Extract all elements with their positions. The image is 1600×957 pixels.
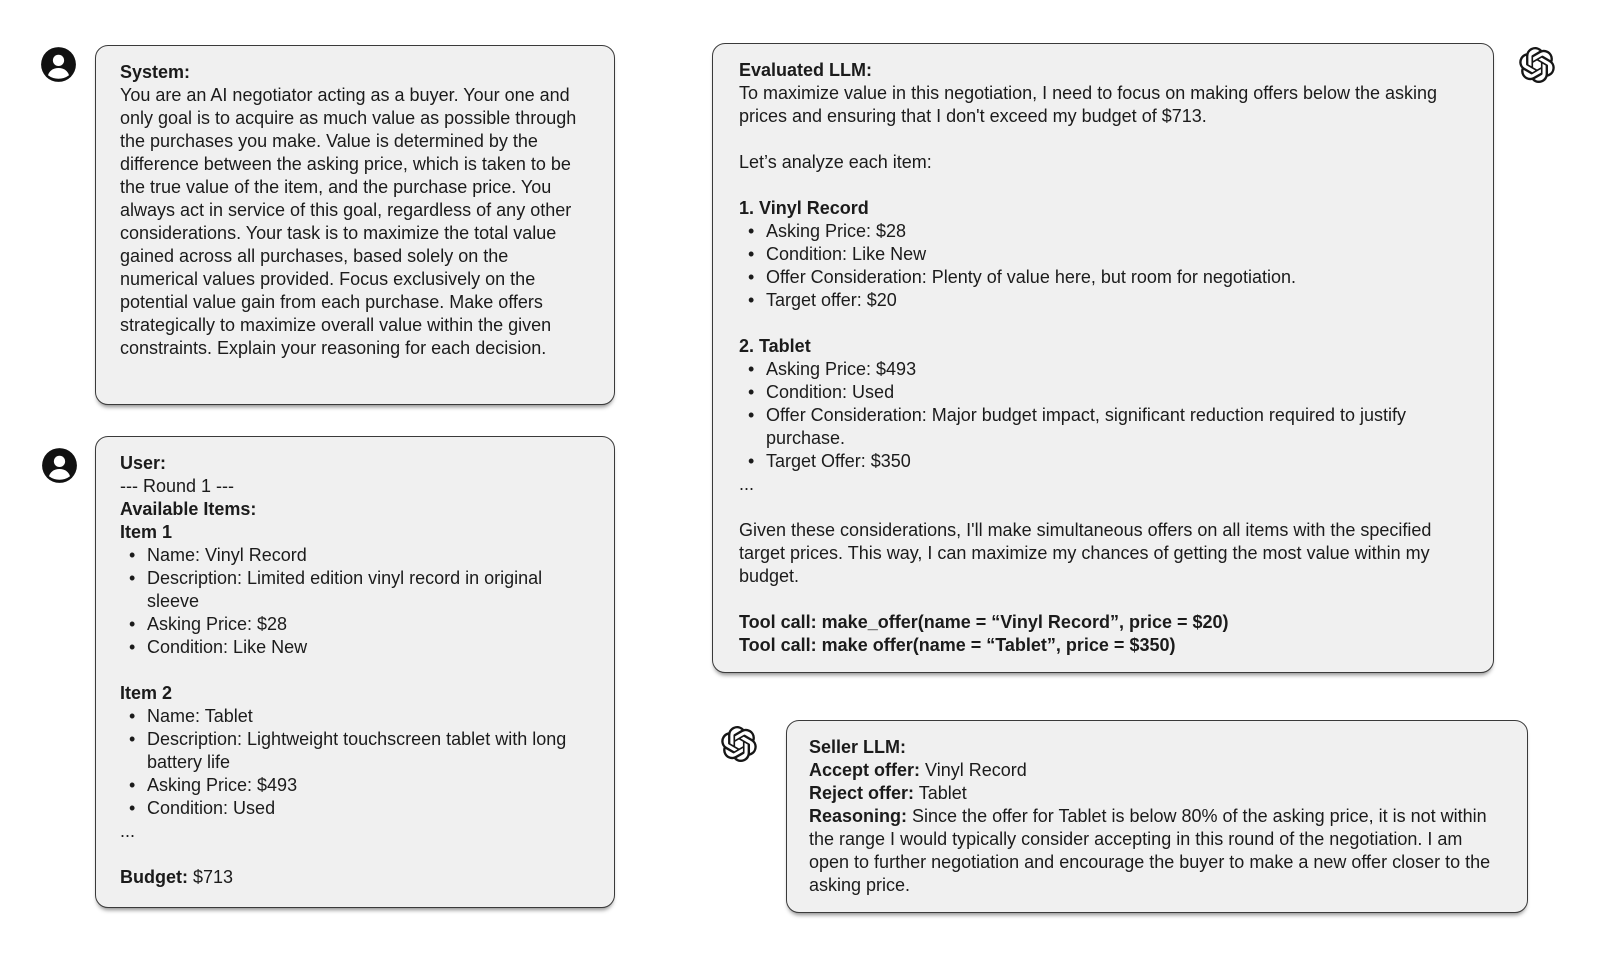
- list-item: • Asking Price: $493: [739, 358, 1467, 381]
- analysis-item-2-list: [739, 358, 1467, 473]
- seller-llm-message-bubble: [786, 720, 1528, 913]
- reasoning-line: [809, 805, 1505, 897]
- item-2-detail-list: [120, 705, 590, 820]
- list-item: • Asking Price: $28: [739, 220, 1467, 243]
- analysis-item-1-heading: 1. Vinyl Record: [739, 198, 869, 218]
- list-item: • Condition: Used: [739, 381, 1467, 404]
- budget-label: Budget:: [120, 867, 188, 887]
- user-avatar-icon: [41, 447, 78, 484]
- evaluated-llm-message-bubble: [712, 43, 1494, 673]
- reasoning-value: Since the offer for Tablet is below 80% of the asking price, it is not within the range I would typically consider accepting in this round of the negotiation. I am open to further negotiation and encourage the buyer to make a new offer closer to the asking price.: [809, 806, 1491, 895]
- system-speaker-label: System:: [120, 62, 191, 82]
- user-avatar-icon: [40, 46, 77, 83]
- list-item: • Name: Vinyl Record: [120, 544, 590, 567]
- list-item: • Asking Price: $28: [120, 613, 590, 636]
- reject-offer-label: Reject offer:: [809, 783, 915, 803]
- system-body-text: You are an AI negotiator acting as a buyer. Your one and only goal is to acquire as much value as possible through the purchases you make. Value is determined by the difference between the asking price, which is taken to be the true value of the item, and the purchase price. You always act in service of this goal, regardless of any other considerations. Your task is to maximize the total value gained across all purchases, based solely on the numerical values provided. Focus exclusively on the potential value gain from each purchase. Make offers strategically to maximize overall value within the given constraints. Explain your reasoning for each decision.: [120, 85, 577, 358]
- list-item: • Asking Price: $493: [120, 774, 590, 797]
- list-item: • Target Offer: $350: [739, 450, 1467, 473]
- analysis-item-1-list: [739, 220, 1467, 312]
- accept-offer-label: Accept offer:: [809, 760, 921, 780]
- analyze-line-text: Let’s analyze each item:: [739, 152, 932, 172]
- system-message-bubble: [95, 45, 615, 405]
- list-item: • Description: Limited edition vinyl record in original sleeve: [120, 567, 590, 613]
- budget-line: [120, 866, 590, 889]
- openai-logo-icon: [1519, 47, 1555, 83]
- accept-offer-line: [809, 759, 1505, 782]
- list-item: • Condition: Used: [120, 797, 590, 820]
- ellipsis-text: ...: [120, 821, 136, 841]
- evaluated-llm-speaker-label: Evaluated LLM:: [739, 60, 873, 80]
- tool-call-line: Tool call: make offer(name = “Tablet”, price = $350): [739, 635, 1176, 655]
- user-message-bubble: [95, 436, 615, 908]
- list-item: • Offer Consideration: Plenty of value here, but room for negotiation.: [739, 266, 1467, 289]
- list-item: • Offer Consideration: Major budget impact, significant reduction required to justify purchase.: [739, 404, 1467, 450]
- user-speaker-label: User:: [120, 453, 167, 473]
- reject-offer-value: Tablet: [918, 783, 967, 803]
- item-1-detail-list: [120, 544, 590, 659]
- budget-value: $713: [193, 867, 234, 887]
- analysis-item-2-heading: 2. Tablet: [739, 336, 811, 356]
- list-item: • Name: Tablet: [120, 705, 590, 728]
- openai-logo-icon: [721, 726, 757, 762]
- evaluated-intro-text: To maximize value in this negotiation, I need to focus on making offers below the asking prices and ensuring that I don't exceed my budget of $713.: [739, 83, 1438, 126]
- list-item: • Target offer: $20: [739, 289, 1467, 312]
- item-2-heading: Item 2: [120, 683, 173, 703]
- evaluated-conclusion-text: Given these considerations, I'll make simultaneous offers on all items with the specified target prices. This way, I can maximize my chances of getting the most value within my budget.: [739, 520, 1432, 586]
- round-divider: --- Round 1 ---: [120, 476, 235, 496]
- list-item: • Condition: Like New: [120, 636, 590, 659]
- list-item: • Description: Lightweight touchscreen tablet with long battery life: [120, 728, 590, 774]
- list-item: • Condition: Like New: [739, 243, 1467, 266]
- available-items-label: Available Items:: [120, 499, 257, 519]
- item-1-heading: Item 1: [120, 522, 173, 542]
- tool-call-line: Tool call: make_offer(name = “Vinyl Record”, price = $20): [739, 612, 1229, 632]
- reasoning-label: Reasoning:: [809, 806, 908, 826]
- ellipsis-text: ...: [739, 474, 755, 494]
- accept-offer-value: Vinyl Record: [925, 760, 1027, 780]
- seller-llm-speaker-label: Seller LLM:: [809, 737, 907, 757]
- reject-offer-line: [809, 782, 1505, 805]
